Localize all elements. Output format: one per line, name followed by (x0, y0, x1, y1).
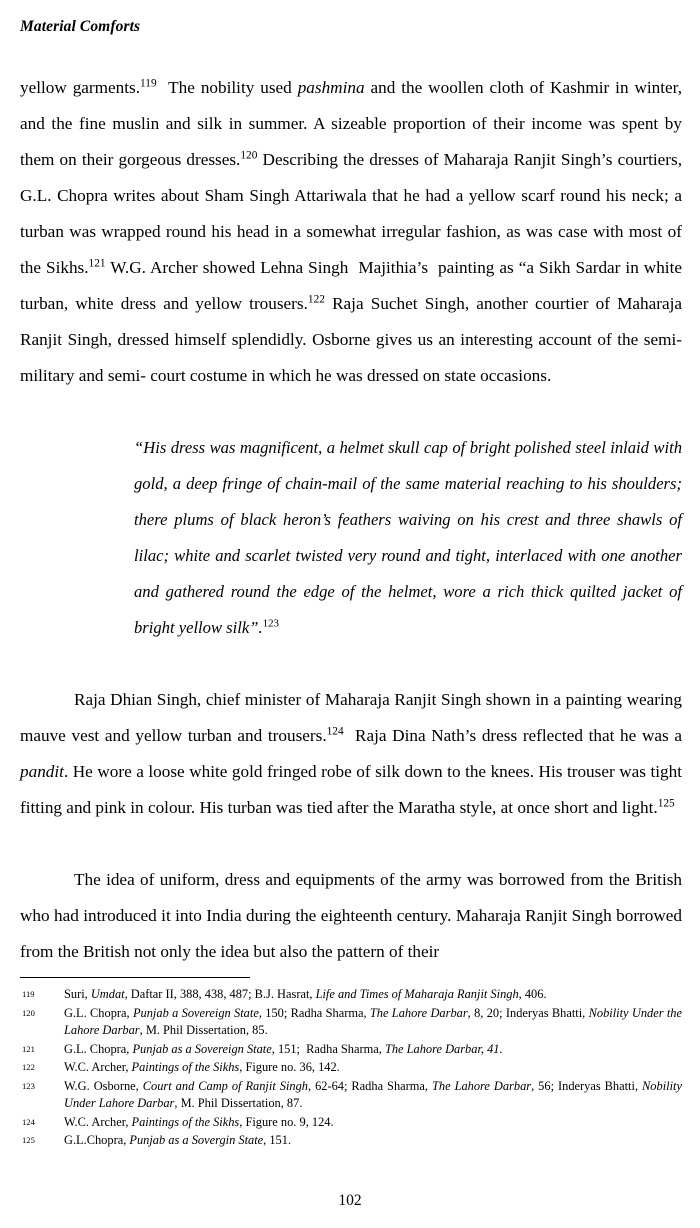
footnote-text: G.L. Chopra, Punjab a Sovereign State, 150; Radha Sharma, The Lahore Darbar, 8, 20; Inderyas Bhatti, Nobility Under the Lahore Darbar, M. Phil Dissertation, 85. (64, 1005, 682, 1037)
footnote-item (20, 1114, 682, 1132)
footnote-number: 125 (22, 1135, 35, 1145)
paragraph-spacer-2 (20, 646, 682, 682)
footnote-number: 123 (22, 1080, 35, 1091)
footnote-number: 119 (22, 989, 35, 999)
footnote-number: 121 (22, 1043, 35, 1054)
footnote-item (20, 1059, 682, 1077)
footnote-ref-121: 121 (88, 257, 106, 270)
footnote-region (20, 977, 682, 1151)
footnote-text: W.C. Archer, Paintings of the Sikhs, Figure no. 9, 124. (64, 1114, 334, 1129)
body-paragraph-2: Raja Dhian Singh, chief minister of Maharaja Ranjit Singh shown in a painting wearing mauve vest and yellow turban and trousers.$^{124}$ Raja Dina Nath’s dress reflected that he was a pandit. He wore a loose white gold fringed robe of silk down to the knees. His trouser was tight fitting and pink in colour. His turban was tied after the Maratha style, at once short and light.$^{125}$ (20, 690, 682, 817)
footnote-item (20, 1078, 682, 1113)
running-head: Material Comforts (20, 18, 141, 35)
footnote-separator-rule (20, 977, 250, 978)
paragraph-spacer-1 (20, 394, 682, 430)
footnote-number: 124 (22, 1116, 35, 1127)
footnote-item (20, 1005, 682, 1040)
footnote-text: Suri, Umdat, Daftar II, 388, 438, 487; B.J. Hasrat, Life and Times of Maharaja Ranjit Singh, 406. (64, 987, 547, 1001)
footnote-ref-124: 124 (326, 725, 344, 738)
footnote-item (20, 986, 682, 1004)
footnote-ref-119: 119 (140, 77, 157, 90)
footnote-ref-122: 122 (307, 293, 325, 306)
footnote-text: G.L. Chopra, Punjab as a Sovereign State, 151; Radha Sharma, The Lahore Darbar, 41. (64, 1041, 503, 1056)
footnote-number: 122 (22, 1062, 35, 1072)
footnote-ref-125: 125 (657, 797, 675, 810)
body-text-region (20, 70, 682, 970)
block-quote: “His dress was magnificent, a helmet skull cap of bright polished steel inlaid with gold, a deep fringe of chain-mail of the same material reaching to his shoulders; there plums of black heron’s feathers waiving on his crest and three shawls of lilac; white and scarlet twisted very round and tight, interlaced with one another and gathered round the edge of the helmet, wore a rich thick quilted jacket of bright yellow silk”.$^{123}$ (134, 438, 682, 637)
footnote-ref-120: 120 (240, 149, 258, 162)
footnote-text: G.L.Chopra, Punjab as a Sovergin State, 151. (64, 1133, 292, 1147)
paragraph-spacer-3 (20, 826, 682, 862)
footnote-ref-123: 123 (262, 617, 280, 630)
footnote-text: W.G. Osborne, Court and Camp of Ranjit Singh, 62-64; Radha Sharma, The Lahore Darbar, 56; Inderyas Bhatti, Nobility Under Lahore Darbar, M. Phil Dissertation, 87. (64, 1078, 682, 1110)
footnote-item (20, 1132, 682, 1150)
body-paragraph-1: yellow garments.$^{119}$ The nobility used pashmina and the woollen cloth of Kashmir in winter, and the fine muslin and silk in summer. A sizeable proportion of their income was spent by them on their gorgeous dresses.$^{120}$ Describing the dresses of Maharaja Ranjit Singh’s courtiers, G.L. Chopra writes about Sham Singh Attariwala that he had a yellow scarf round his neck; a turban was wrapped round his head in a somewhat irregular fashion, as was case with most of the Sikhs.$^{121}$ W.G. Archer showed Lehna Singh Majithia’s painting as “a Sikh Sardar in white turban, white dress and yellow trousers.$^{122}$ Raja Suchet Singh, another courtier of Maharaja Ranjit Singh, dressed himself splendidly. Osborne gives us an interesting account of the semi-military and semi- court costume in which he was dressed on state occasions. (20, 77, 682, 385)
footnote-number: 120 (22, 1007, 35, 1018)
footnote-text: W.C. Archer, Paintings of the Sikhs, Figure no. 36, 142. (64, 1060, 340, 1074)
footnote-item (20, 1041, 682, 1059)
body-paragraph-3: The idea of uniform, dress and equipments of the army was borrowed from the British who had introduced it into India during the eighteenth century. Maharaja Ranjit Singh borrowed from the British not only the idea but also the pattern of their (20, 870, 682, 961)
page-number: 102 (338, 1192, 362, 1209)
